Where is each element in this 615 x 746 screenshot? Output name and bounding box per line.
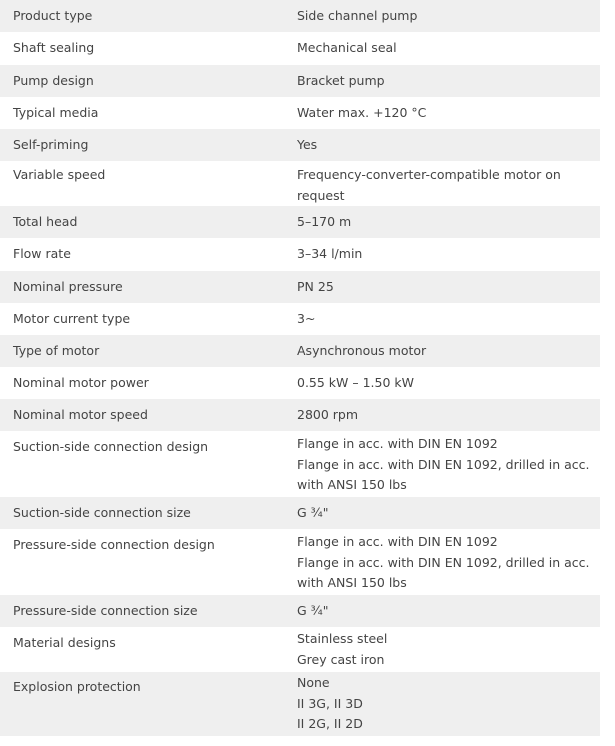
spec-value: Frequency-converter-compatible motor on request xyxy=(297,167,561,203)
spec-value: Side channel pump xyxy=(297,8,418,23)
spec-value: Grey cast iron xyxy=(297,651,385,667)
spec-value: Flange in acc. with DIN EN 1092 xyxy=(297,436,498,451)
spec-row-total-head xyxy=(0,206,600,238)
spec-row-pressure-side-connection-size xyxy=(0,595,600,627)
spec-row-shaft-sealing xyxy=(0,32,600,65)
spec-row-type-of-motor xyxy=(0,335,600,367)
spec-label: Pressure-side connection design xyxy=(13,537,215,552)
spec-label: Material designs xyxy=(13,635,116,650)
spec-label: Suction-side connection design xyxy=(13,439,209,454)
spec-label: Product type xyxy=(13,8,93,23)
spec-value: PN 25 xyxy=(297,279,334,294)
spec-row-suction-side-connection-design xyxy=(0,431,600,497)
spec-label: Type of motor xyxy=(13,343,100,358)
spec-row-product-type xyxy=(0,0,600,32)
spec-label: Flow rate xyxy=(13,246,71,261)
spec-value: 5–170 m xyxy=(297,214,352,229)
spec-value: Asynchronous motor xyxy=(297,343,427,358)
spec-row-suction-side-connection-size xyxy=(0,497,600,529)
spec-row-typical-media xyxy=(0,97,600,129)
spec-label: Self-priming xyxy=(13,137,89,152)
spec-value: G ¾" xyxy=(297,505,329,520)
spec-value: 2800 rpm xyxy=(297,407,359,422)
spec-value: II 3G, II 3D xyxy=(297,695,363,711)
spec-value: 0.55 kW – 1.50 kW xyxy=(297,375,415,390)
spec-row-explosion-protection xyxy=(0,672,600,736)
spec-value: II 2G, II 2D xyxy=(297,716,363,731)
spec-label: Nominal motor speed xyxy=(13,407,148,422)
spec-row-pressure-side-connection-design xyxy=(0,529,600,595)
spec-row-nominal-pressure xyxy=(0,271,600,303)
spec-label: Nominal pressure xyxy=(13,279,123,294)
spec-value: None xyxy=(297,675,330,690)
spec-value: Flange in acc. with DIN EN 1092 xyxy=(297,534,498,549)
spec-label: Nominal motor power xyxy=(13,375,149,390)
spec-value: Water max. +120 °C xyxy=(297,105,427,120)
spec-label: Shaft sealing xyxy=(13,40,95,55)
spec-value: Mechanical seal xyxy=(297,40,397,55)
spec-value: Flange in acc. with DIN EN 1092, drilled in acc. with ANSI 150 lbs xyxy=(297,456,590,492)
spec-row-nominal-motor-power xyxy=(0,367,600,399)
spec-row-motor-current-type xyxy=(0,303,600,335)
spec-value: 3–34 l/min xyxy=(297,246,363,261)
spec-value: G ¾" xyxy=(297,603,329,618)
spec-label: Typical media xyxy=(13,105,99,120)
spec-label: Pump design xyxy=(13,73,94,88)
spec-row-variable-speed xyxy=(0,161,600,206)
spec-value: Bracket pump xyxy=(297,73,385,88)
spec-value: Yes xyxy=(297,137,318,152)
spec-label: Pressure-side connection size xyxy=(13,603,198,618)
spec-row-nominal-motor-speed xyxy=(0,399,600,431)
spec-value: Stainless steel xyxy=(297,631,388,646)
spec-label: Variable speed xyxy=(13,167,106,182)
spec-row-self-priming xyxy=(0,129,600,161)
spec-value: Flange in acc. with DIN EN 1092, drilled in acc. with ANSI 150 lbs xyxy=(297,554,590,590)
spec-label: Motor current type xyxy=(13,311,131,326)
spec-label: Total head xyxy=(13,214,78,229)
spec-label: Suction-side connection size xyxy=(13,505,191,520)
spec-row-pump-design xyxy=(0,65,600,97)
spec-row-material-designs xyxy=(0,627,600,672)
spec-row-flow-rate xyxy=(0,238,600,271)
spec-label: Explosion protection xyxy=(13,679,141,694)
spec-value: 3~ xyxy=(297,311,316,326)
